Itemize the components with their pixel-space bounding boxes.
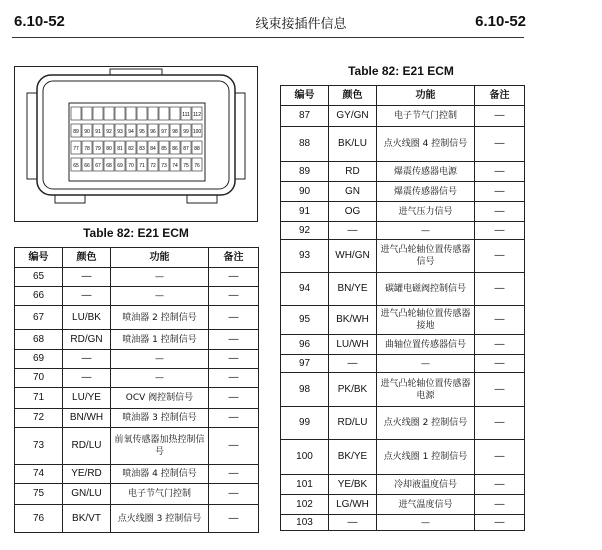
wire-color: LG/WH bbox=[329, 495, 377, 515]
connector-pin-label: 96 bbox=[150, 129, 156, 135]
connector-pin-label: 99 bbox=[183, 129, 189, 135]
pin-number: 72 bbox=[15, 409, 63, 428]
pin-function: — bbox=[377, 222, 475, 240]
wire-color: BK/WH bbox=[329, 306, 377, 335]
wire-color: — bbox=[329, 355, 377, 373]
pin-number: 92 bbox=[281, 222, 329, 240]
pin-note: — bbox=[209, 428, 259, 465]
connector-pin-label: 112 bbox=[193, 112, 201, 118]
table-row bbox=[281, 355, 525, 373]
connector-pin-cell bbox=[82, 107, 92, 120]
connector-pin-label: 80 bbox=[106, 146, 112, 152]
page-title: 线束接插件信息 bbox=[255, 17, 347, 32]
pin-note: — bbox=[475, 515, 525, 531]
pin-function: 喷油器 4 控制信号 bbox=[111, 465, 209, 484]
col-header-number: 编号 bbox=[15, 248, 63, 268]
connector-pin-cell bbox=[170, 107, 180, 120]
pin-note: — bbox=[209, 350, 259, 369]
connector-pin-cell bbox=[115, 107, 125, 120]
pin-number: 68 bbox=[15, 330, 63, 350]
pin-function: 进气压力信号 bbox=[377, 202, 475, 222]
pin-function: 爆震传感器信号 bbox=[377, 182, 475, 202]
table-row bbox=[281, 162, 525, 182]
wire-color: GY/GN bbox=[329, 106, 377, 127]
col-header-color: 颜色 bbox=[329, 86, 377, 106]
pin-function: — bbox=[377, 515, 475, 531]
pin-function: 冷却液温度信号 bbox=[377, 475, 475, 495]
connector-pin-label: 71 bbox=[139, 163, 145, 169]
pin-function: 喷油器 2 控制信号 bbox=[111, 306, 209, 330]
table-row bbox=[281, 475, 525, 495]
connector-pin-cell bbox=[159, 107, 169, 120]
pin-note: — bbox=[475, 273, 525, 306]
pin-note: — bbox=[475, 306, 525, 335]
table-row bbox=[281, 373, 525, 407]
pin-number: 88 bbox=[281, 127, 329, 162]
pin-table-right bbox=[280, 85, 525, 531]
pin-number: 87 bbox=[281, 106, 329, 127]
pin-function: 碳罐电磁阀控制信号 bbox=[377, 273, 475, 306]
connector-pin-label: 75 bbox=[183, 163, 189, 169]
table-row bbox=[281, 240, 525, 273]
table-row bbox=[15, 287, 259, 306]
table-row bbox=[281, 273, 525, 306]
pin-function: 进气凸轮轴位置传感器信号 bbox=[377, 240, 475, 273]
pin-function: 爆震传感器电源 bbox=[377, 162, 475, 182]
connector-pin-cell bbox=[137, 107, 147, 120]
pin-function: — bbox=[111, 350, 209, 369]
connector-pin-label: 92 bbox=[106, 129, 112, 135]
pin-note: — bbox=[209, 306, 259, 330]
pin-table-left bbox=[14, 247, 259, 533]
col-header-note: 备注 bbox=[475, 86, 525, 106]
connector-pin-label: 95 bbox=[139, 129, 145, 135]
table-row bbox=[281, 495, 525, 515]
pin-note: — bbox=[209, 330, 259, 350]
pin-note: — bbox=[475, 162, 525, 182]
pin-number: 90 bbox=[281, 182, 329, 202]
pin-function: — bbox=[377, 355, 475, 373]
connector-pin-label: 93 bbox=[117, 129, 123, 135]
pin-function: 电子节气门控制 bbox=[111, 484, 209, 505]
pin-function: — bbox=[111, 287, 209, 306]
pin-number: 65 bbox=[15, 268, 63, 287]
pin-number: 74 bbox=[15, 465, 63, 484]
pin-function: 点火线圈 4 控制信号 bbox=[377, 127, 475, 162]
connector-pin-label: 77 bbox=[73, 146, 79, 152]
pin-function: 点火线圈 2 控制信号 bbox=[377, 407, 475, 440]
pin-function: 电子节气门控制 bbox=[377, 106, 475, 127]
pin-note: — bbox=[475, 407, 525, 440]
pin-function: OCV 阀控制信号 bbox=[111, 388, 209, 409]
pin-note: — bbox=[475, 127, 525, 162]
pin-function: 进气凸轮轴位置传感器电源 bbox=[377, 373, 475, 407]
connector-pin-label: 81 bbox=[117, 146, 123, 152]
pin-note: — bbox=[475, 373, 525, 407]
table-row bbox=[281, 306, 525, 335]
table-row bbox=[15, 388, 259, 409]
connector-pin-cell bbox=[93, 107, 103, 120]
pin-function: 进气凸轮轴位置传感器接地 bbox=[377, 306, 475, 335]
pin-note: — bbox=[209, 409, 259, 428]
pin-note: — bbox=[475, 355, 525, 373]
col-header-number: 编号 bbox=[281, 86, 329, 106]
pin-note: — bbox=[475, 106, 525, 127]
connector-pin-label: 67 bbox=[95, 163, 101, 169]
pin-note: — bbox=[475, 202, 525, 222]
pin-note: — bbox=[475, 475, 525, 495]
table-row bbox=[281, 515, 525, 531]
table-row bbox=[15, 268, 259, 287]
connector-pin-label: 72 bbox=[150, 163, 156, 169]
pin-note: — bbox=[475, 440, 525, 475]
pin-note: — bbox=[209, 268, 259, 287]
col-header-function: 功能 bbox=[111, 248, 209, 268]
wire-color: RD/LU bbox=[63, 428, 111, 465]
pin-note: — bbox=[475, 495, 525, 515]
pin-note: — bbox=[209, 287, 259, 306]
wire-color: BK/VT bbox=[63, 505, 111, 533]
pin-function: 喷油器 3 控制信号 bbox=[111, 409, 209, 428]
connector-pin-label: 89 bbox=[73, 129, 79, 135]
table-row bbox=[15, 350, 259, 369]
table-row bbox=[281, 182, 525, 202]
connector-pin-label: 74 bbox=[172, 163, 178, 169]
wire-color: — bbox=[63, 350, 111, 369]
table-row bbox=[281, 222, 525, 240]
connector-pin-label: 68 bbox=[106, 163, 112, 169]
connector-pin-label: 79 bbox=[95, 146, 101, 152]
connector-pin-label: 83 bbox=[139, 146, 145, 152]
connector-pin-label: 91 bbox=[95, 129, 101, 135]
wire-color: YE/RD bbox=[63, 465, 111, 484]
table-row bbox=[281, 407, 525, 440]
page-number-right: 6.10-52 bbox=[475, 13, 526, 30]
wire-color: RD/GN bbox=[63, 330, 111, 350]
pin-number: 89 bbox=[281, 162, 329, 182]
wire-color: GN bbox=[329, 182, 377, 202]
pin-function: 进气温度信号 bbox=[377, 495, 475, 515]
col-header-function: 功能 bbox=[377, 86, 475, 106]
pin-number: 99 bbox=[281, 407, 329, 440]
wire-color: GN/LU bbox=[63, 484, 111, 505]
connector-pin-label: 65 bbox=[73, 163, 79, 169]
table-row bbox=[281, 127, 525, 162]
col-header-note: 备注 bbox=[209, 248, 259, 268]
wire-color: — bbox=[63, 287, 111, 306]
table-caption-left: Table 82: E21 ECM bbox=[83, 226, 189, 240]
wire-color: RD/LU bbox=[329, 407, 377, 440]
connector-pin-label: 78 bbox=[84, 146, 90, 152]
table-row bbox=[15, 409, 259, 428]
table-row bbox=[15, 330, 259, 350]
connector-pin-label: 76 bbox=[194, 163, 200, 169]
table-row bbox=[15, 428, 259, 465]
pin-function: 前氧传感器加热控制信号 bbox=[111, 428, 209, 465]
connector-pin-label: 94 bbox=[128, 129, 134, 135]
connector-pin-label: 86 bbox=[172, 146, 178, 152]
connector-pin-label: 100 bbox=[192, 129, 202, 135]
pin-number: 95 bbox=[281, 306, 329, 335]
wire-color: LU/BK bbox=[63, 306, 111, 330]
table-row bbox=[15, 484, 259, 505]
pin-number: 67 bbox=[15, 306, 63, 330]
page-number-left: 6.10-52 bbox=[14, 13, 65, 30]
pin-number: 103 bbox=[281, 515, 329, 531]
pin-note: — bbox=[475, 240, 525, 273]
pin-number: 75 bbox=[15, 484, 63, 505]
pin-note: — bbox=[209, 484, 259, 505]
pin-number: 96 bbox=[281, 335, 329, 355]
connector-diagram bbox=[14, 66, 258, 222]
connector-illustration bbox=[15, 67, 257, 221]
connector-pin-label: 97 bbox=[161, 129, 167, 135]
table-row bbox=[15, 306, 259, 330]
pin-number: 98 bbox=[281, 373, 329, 407]
pin-number: 100 bbox=[281, 440, 329, 475]
connector-pin-label: 90 bbox=[84, 129, 90, 135]
table-row bbox=[15, 369, 259, 388]
connector-pin-label: 66 bbox=[84, 163, 90, 169]
wire-color: LU/WH bbox=[329, 335, 377, 355]
wire-color: BK/LU bbox=[329, 127, 377, 162]
wire-color: YE/BK bbox=[329, 475, 377, 495]
connector-pin-label: 69 bbox=[117, 163, 123, 169]
pin-note: — bbox=[209, 369, 259, 388]
wire-color: LU/YE bbox=[63, 388, 111, 409]
wire-color: — bbox=[63, 268, 111, 287]
wire-color: — bbox=[329, 222, 377, 240]
pin-function: 喷油器 1 控制信号 bbox=[111, 330, 209, 350]
connector-pin-label: 88 bbox=[194, 146, 200, 152]
pin-number: 66 bbox=[15, 287, 63, 306]
pin-number: 69 bbox=[15, 350, 63, 369]
connector-pin-cell bbox=[104, 107, 114, 120]
connector-pin-label: 85 bbox=[161, 146, 167, 152]
connector-pin-label: 111 bbox=[182, 112, 190, 118]
pin-note: — bbox=[475, 335, 525, 355]
wire-color: — bbox=[63, 369, 111, 388]
header-rule bbox=[12, 37, 524, 38]
pin-number: 102 bbox=[281, 495, 329, 515]
connector-pin-cell bbox=[71, 107, 81, 120]
connector-pin-cell bbox=[126, 107, 136, 120]
wire-color: BK/YE bbox=[329, 440, 377, 475]
pin-note: — bbox=[475, 182, 525, 202]
wire-color: BN/YE bbox=[329, 273, 377, 306]
wire-color: — bbox=[329, 515, 377, 531]
table-row bbox=[281, 106, 525, 127]
pin-number: 73 bbox=[15, 428, 63, 465]
pin-number: 76 bbox=[15, 505, 63, 533]
wire-color: PK/BK bbox=[329, 373, 377, 407]
pin-function: 点火线圈 3 控制信号 bbox=[111, 505, 209, 533]
pin-number: 70 bbox=[15, 369, 63, 388]
wire-color: BN/WH bbox=[63, 409, 111, 428]
pin-function: 曲轴位置传感器信号 bbox=[377, 335, 475, 355]
pin-number: 91 bbox=[281, 202, 329, 222]
connector-pin-label: 84 bbox=[150, 146, 156, 152]
table-row bbox=[281, 202, 525, 222]
pin-number: 71 bbox=[15, 388, 63, 409]
pin-number: 94 bbox=[281, 273, 329, 306]
wire-color: OG bbox=[329, 202, 377, 222]
pin-note: — bbox=[209, 465, 259, 484]
table-row bbox=[281, 335, 525, 355]
pin-function: — bbox=[111, 268, 209, 287]
connector-pin-label: 87 bbox=[183, 146, 189, 152]
pin-note: — bbox=[475, 222, 525, 240]
pin-note: — bbox=[209, 505, 259, 533]
connector-pin-label: 70 bbox=[128, 163, 134, 169]
pin-note: — bbox=[209, 388, 259, 409]
pin-number: 93 bbox=[281, 240, 329, 273]
connector-pin-cell bbox=[148, 107, 158, 120]
connector-pin-label: 98 bbox=[172, 129, 178, 135]
connector-pin-label: 73 bbox=[161, 163, 167, 169]
table-header-row bbox=[281, 86, 525, 106]
col-header-color: 颜色 bbox=[63, 248, 111, 268]
table-row bbox=[15, 465, 259, 484]
table-row bbox=[15, 505, 259, 533]
pin-number: 101 bbox=[281, 475, 329, 495]
table-header-row bbox=[15, 248, 259, 268]
wire-color: WH/GN bbox=[329, 240, 377, 273]
table-caption-right: Table 82: E21 ECM bbox=[348, 64, 454, 78]
pin-function: — bbox=[111, 369, 209, 388]
pin-number: 97 bbox=[281, 355, 329, 373]
pin-function: 点火线圈 1 控制信号 bbox=[377, 440, 475, 475]
wire-color: RD bbox=[329, 162, 377, 182]
connector-pin-label: 82 bbox=[128, 146, 134, 152]
table-row bbox=[281, 440, 525, 475]
